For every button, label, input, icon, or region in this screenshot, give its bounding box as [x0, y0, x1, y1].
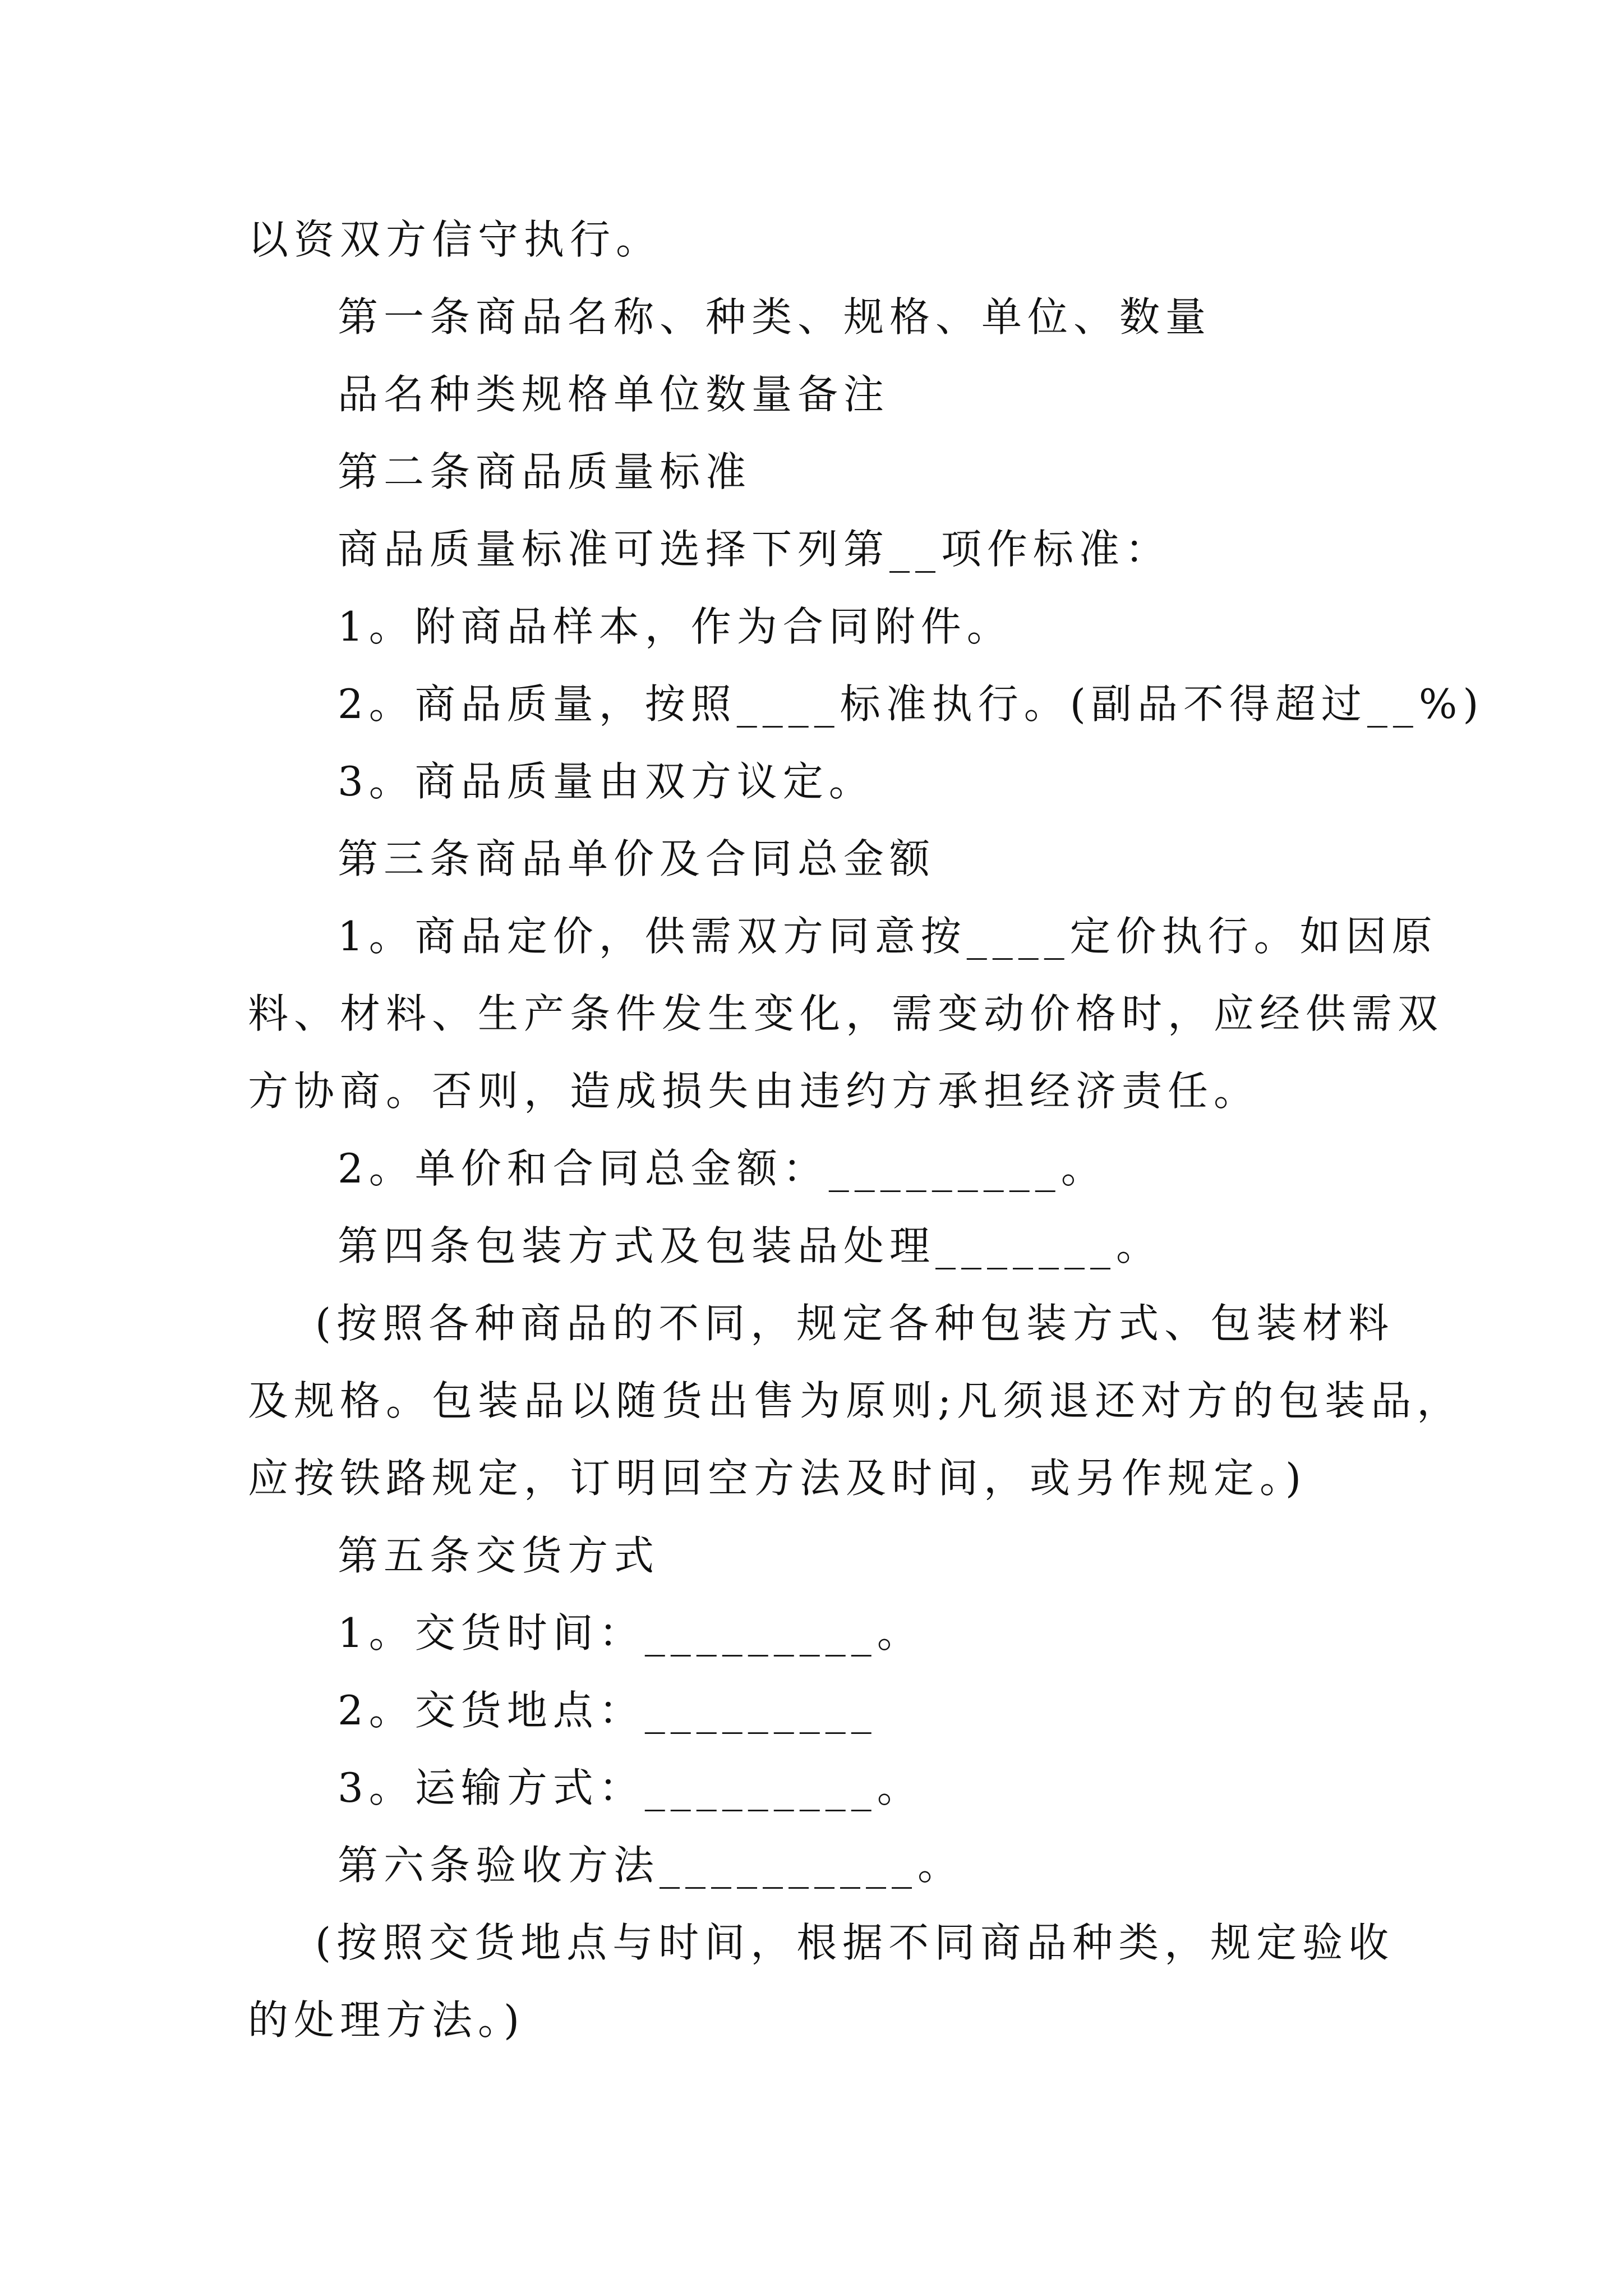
text-line: 1。商品定价，供需双方同意按____定价执行。如因原 [338, 913, 1438, 960]
text-line: 以资双方信守执行。 [248, 216, 662, 263]
text-line: 1。交货时间：_________。 [338, 1609, 923, 1657]
text-line: 3。运输方式：_________。 [338, 1764, 923, 1811]
text-line: 1。附商品样本，作为合同附件。 [338, 603, 1013, 650]
text-line: 2。商品质量，按照____标准执行。(副品不得超过__%) [338, 680, 1484, 728]
text-line: 第三条商品单价及合同总金额 [338, 835, 936, 882]
text-line: 及规格。包装品以随货出售为原则;凡须退还对方的包装品， [248, 1377, 1463, 1424]
text-line: 的处理方法。) [248, 1996, 525, 2044]
text-line: 3。商品质量由双方议定。 [338, 758, 875, 805]
text-line: 商品质量标准可选择下列第__项作标准： [338, 526, 1172, 573]
text-line: 品名种类规格单位数量备注 [338, 371, 890, 418]
text-line: 料、材料、生产条件发生变化，需变动价格时，应经供需双 [248, 990, 1444, 1037]
text-line: (按照交货地点与时间，根据不同商品种类，规定验收 [315, 1919, 1395, 1966]
text-line: 第四条包装方式及包装品处理_______。 [338, 1222, 1163, 1269]
document-body [248, 201, 1484, 2059]
text-line: 应按铁路规定，订明回空方法及时间，或另作规定。) [248, 1455, 1307, 1502]
text-line: 2。交货地点：_________ [338, 1687, 877, 1734]
text-line: 第一条商品名称、种类、规格、单位、数量 [338, 293, 1212, 341]
text-line: 第二条商品质量标准 [338, 448, 752, 495]
text-line: 2。单价和合同总金额：_________。 [338, 1145, 1107, 1192]
text-line: 方协商。否则，造成损失由违约方承担经济责任。 [248, 1068, 1260, 1115]
text-line: 第六条验收方法__________。 [338, 1842, 964, 1889]
text-line: (按照各种商品的不同，规定各种包装方式、包装材料 [315, 1300, 1395, 1347]
text-line: 第五条交货方式 [338, 1532, 660, 1579]
